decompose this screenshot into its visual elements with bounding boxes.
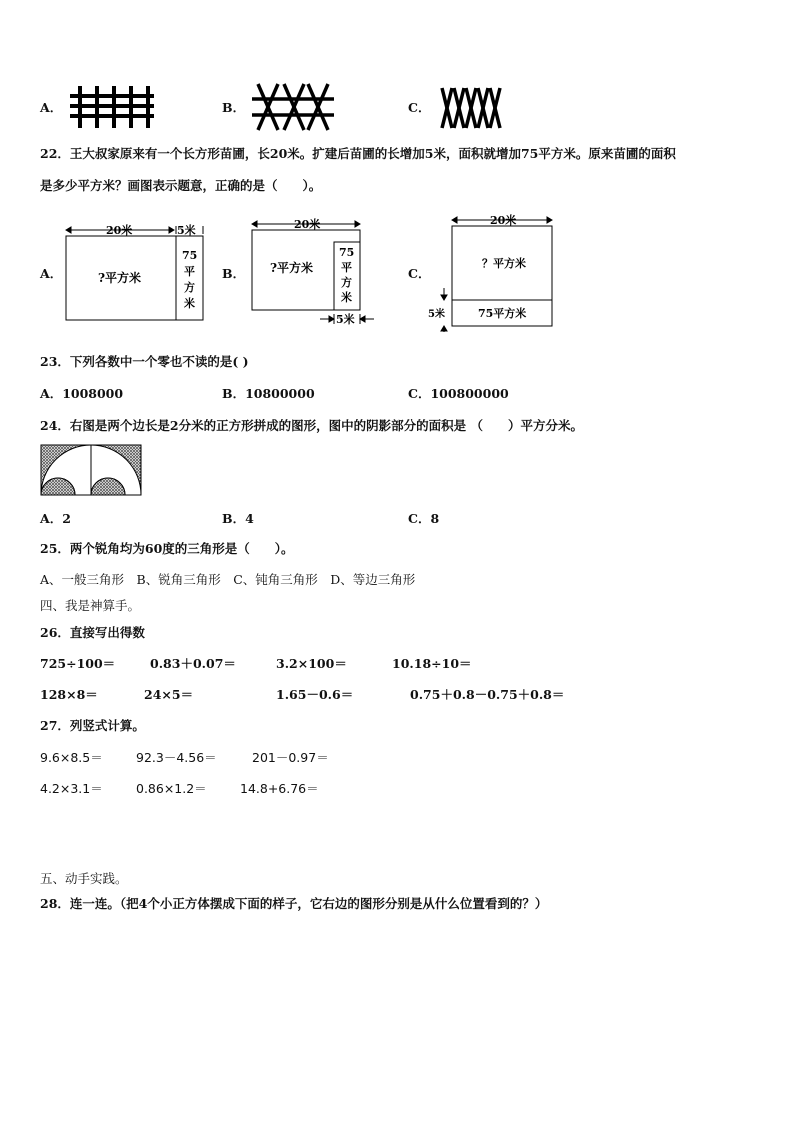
q27-item: 0.86×1.2＝ [136, 781, 207, 796]
q26-item: 128×8＝ [40, 687, 98, 702]
q21-option-b-label: B． [222, 100, 246, 115]
q22a-ext-label: 5米 [177, 224, 196, 237]
q24-option-a: A．2 [40, 511, 71, 526]
q26-item: 0.75＋0.8－0.75＋0.8＝ [410, 687, 565, 702]
q22-question-line1: 22．王大叔家原来有一个长方形苗圃，长20米。扩建后苗圃的长增加5米，面积就增加75平方米。原来苗圃的面积 [40, 146, 676, 161]
q22b-ext-label: 5米 [336, 313, 355, 326]
section4-title: 四、我是神算手。 [40, 598, 141, 613]
q22-figure-c [428, 208, 558, 332]
q22b-length-label: 20米 [294, 218, 321, 231]
q25-question: 25．两个锐角均为60度的三角形是（ ）。 [40, 541, 294, 556]
q22c-area-label: ？平方米 [482, 257, 526, 270]
q22c-add-label: 75平方米 [478, 307, 527, 320]
q22a-area-label: ?平方米 [98, 271, 142, 285]
q27-item: 9.6×8.5＝ [40, 750, 103, 765]
q26-item: 24×5＝ [144, 687, 194, 702]
q22b-add-line2: 平 [341, 261, 352, 274]
q24-question: 24．右图是两个边长是2分米的正方形拼成的图形，图中的阴影部分的面积是 （ ）平方分米。 [40, 418, 583, 433]
q27-item: 201－0.97＝ [252, 750, 329, 765]
q21-figure-c [438, 86, 502, 130]
q25-options: A、一般三角形 B、锐角三角形 C、钝角三角形 D、等边三角形 [40, 572, 416, 587]
q24-option-b: B．4 [222, 511, 254, 526]
q21-figure-b [252, 82, 334, 132]
q22a-length-label: 20米 [106, 224, 133, 237]
q22-question-line2: 是多少平方米？画图表示题意，正确的是（ ）。 [40, 178, 322, 193]
q24-option-c: C．8 [408, 511, 440, 526]
q22a-add-line2: 平 [184, 265, 195, 278]
q22-option-c-label: C． [408, 266, 431, 281]
q27-item: 14.8+6.76＝ [240, 781, 319, 796]
q22-figure-b [248, 212, 376, 330]
q21-option-c-label: C． [408, 100, 431, 115]
section5-title: 五、动手实践。 [40, 871, 128, 886]
q27-title: 27．列竖式计算。 [40, 718, 145, 733]
q22a-add-line4: 米 [184, 297, 195, 310]
q27-item: 4.2×3.1＝ [40, 781, 103, 796]
q26-title: 26．直接写出得数 [40, 625, 145, 640]
q28-question: 28．连一连。（把4个小正方体摆成下面的样子，它右边的图形分别是从什么位置看到的？） [40, 896, 548, 911]
q24-figure [40, 444, 144, 496]
q23-option-c: C．100800000 [408, 386, 509, 401]
q23-option-b: B．10800000 [222, 386, 315, 401]
q21-figure-a [68, 84, 156, 130]
q22-figure-a [62, 216, 210, 326]
q23-question: 23．下列各数中一个零也不读的是( ) [40, 354, 249, 369]
q26-item: 1.65－0.6＝ [276, 687, 354, 702]
q26-item: 0.83＋0.07＝ [150, 656, 236, 671]
q26-item: 3.2×100＝ [276, 656, 347, 671]
q22b-area-label: ?平方米 [270, 261, 314, 275]
q22b-add-line4: 米 [341, 291, 352, 304]
q27-item: 92.3－4.56＝ [136, 750, 217, 765]
q22-option-b-label: B． [222, 266, 246, 281]
q26-item: 10.18÷10＝ [392, 656, 472, 671]
q26-item: 725÷100＝ [40, 656, 116, 671]
q23-option-a: A．1008000 [40, 386, 124, 401]
q22b-add-line3: 方 [341, 276, 352, 289]
q22-option-a-label: A． [40, 266, 63, 281]
q22a-add-line1: 75 [182, 249, 198, 262]
q22c-ext-label: 5米 [428, 309, 445, 320]
q21-option-a-label: A． [40, 100, 63, 115]
q22b-add-line1: 75 [339, 246, 355, 259]
q22a-add-line3: 方 [184, 281, 195, 294]
q22c-length-label: 20米 [490, 214, 517, 227]
